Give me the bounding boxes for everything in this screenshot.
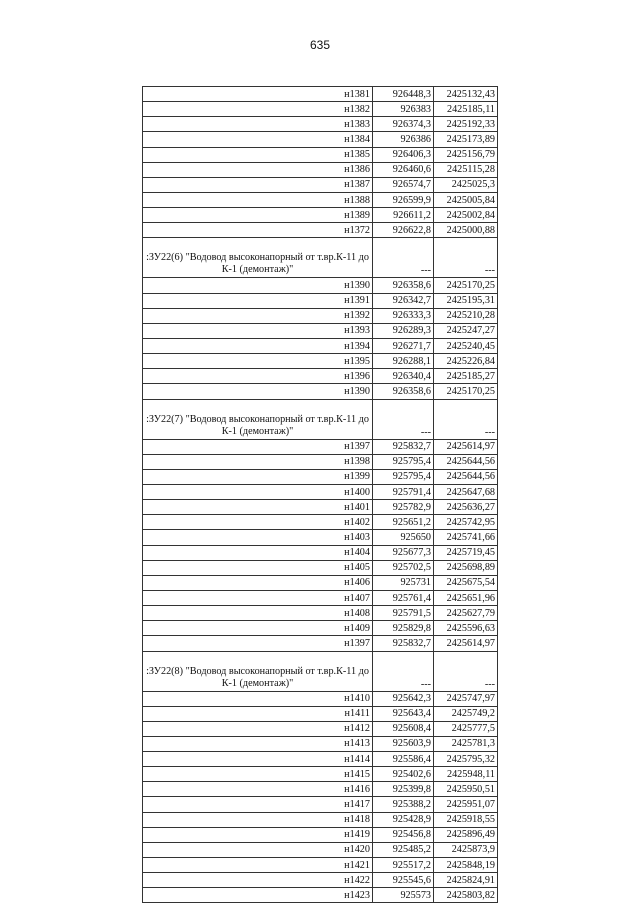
table-row [143, 545, 498, 560]
table-row [143, 102, 498, 117]
y-coordinate-cell: 2425156,79 [434, 147, 498, 162]
table-row [143, 177, 498, 192]
point-name-cell: н1415 [143, 767, 373, 782]
point-name-cell: н1389 [143, 208, 373, 223]
table-row [143, 736, 498, 751]
point-name-cell: н1385 [143, 147, 373, 162]
table-row [143, 858, 498, 873]
table-row [143, 147, 498, 162]
table-row [143, 162, 498, 177]
y-coordinate-cell: 2425651,96 [434, 590, 498, 605]
table-row [143, 767, 498, 782]
point-name-cell: н1372 [143, 223, 373, 238]
y-coordinate-cell: 2425747,97 [434, 691, 498, 706]
y-coordinate-cell: 2425848,19 [434, 858, 498, 873]
y-coordinate-cell: 2425614,97 [434, 636, 498, 651]
table-row [143, 873, 498, 888]
point-name-cell: н1408 [143, 606, 373, 621]
point-name-cell: н1419 [143, 827, 373, 842]
table-row [143, 469, 498, 484]
table-row [143, 338, 498, 353]
point-name-cell: н1405 [143, 560, 373, 575]
table-row [143, 208, 498, 223]
x-coordinate-cell: 926448,3 [373, 87, 434, 102]
y-coordinate-cell: 2425025,3 [434, 177, 498, 192]
x-coordinate-cell: 926358,6 [373, 278, 434, 293]
y-coordinate-cell: --- [434, 238, 498, 278]
table-row [143, 721, 498, 736]
x-coordinate-cell: 925832,7 [373, 636, 434, 651]
x-coordinate-cell: 926574,7 [373, 177, 434, 192]
y-coordinate-cell: 2425247,27 [434, 323, 498, 338]
point-name-cell: н1390 [143, 278, 373, 293]
y-coordinate-cell: 2425132,43 [434, 87, 498, 102]
y-coordinate-cell: 2425596,63 [434, 621, 498, 636]
x-coordinate-cell: 925517,2 [373, 858, 434, 873]
x-coordinate-cell: 925650 [373, 530, 434, 545]
y-coordinate-cell: 2425614,97 [434, 439, 498, 454]
point-name-cell: н1409 [143, 621, 373, 636]
y-coordinate-cell: 2425627,79 [434, 606, 498, 621]
x-coordinate-cell: 926622,8 [373, 223, 434, 238]
point-name-cell: н1394 [143, 338, 373, 353]
coordinates-table [142, 86, 498, 903]
y-coordinate-cell: 2425647,68 [434, 484, 498, 499]
point-name-cell: н1384 [143, 132, 373, 147]
y-coordinate-cell: 2425719,45 [434, 545, 498, 560]
y-coordinate-cell: --- [434, 651, 498, 691]
table-row [143, 439, 498, 454]
y-coordinate-cell: 2425195,31 [434, 293, 498, 308]
x-coordinate-cell: 926611,2 [373, 208, 434, 223]
point-name-cell: н1382 [143, 102, 373, 117]
point-name-cell: н1386 [143, 162, 373, 177]
point-name-cell: н1413 [143, 736, 373, 751]
x-coordinate-cell: 925761,4 [373, 590, 434, 605]
y-coordinate-cell: 2425115,28 [434, 162, 498, 177]
point-name-cell: н1401 [143, 500, 373, 515]
x-coordinate-cell: 925782,9 [373, 500, 434, 515]
table-row [143, 484, 498, 499]
y-coordinate-cell: 2425675,54 [434, 575, 498, 590]
y-coordinate-cell: 2425777,5 [434, 721, 498, 736]
table-row [143, 500, 498, 515]
table-row [143, 132, 498, 147]
table-row [143, 621, 498, 636]
section-header-row [143, 238, 498, 278]
x-coordinate-cell: 926374,3 [373, 117, 434, 132]
y-coordinate-cell: 2425918,55 [434, 812, 498, 827]
table-row [143, 827, 498, 842]
y-coordinate-cell: 2425950,51 [434, 782, 498, 797]
x-coordinate-cell: 925399,8 [373, 782, 434, 797]
y-coordinate-cell: 2425185,27 [434, 369, 498, 384]
table-row [143, 223, 498, 238]
point-name-cell: н1395 [143, 354, 373, 369]
point-name-cell: н1403 [143, 530, 373, 545]
section-title-cell: :ЗУ22(8) "Водовод высоконапорный от т.вр.К-11 до К-1 (демонтаж)" [143, 651, 373, 691]
table-row [143, 530, 498, 545]
x-coordinate-cell: 925651,2 [373, 515, 434, 530]
table-row [143, 842, 498, 857]
table-row [143, 117, 498, 132]
table-row [143, 515, 498, 530]
table-row [143, 812, 498, 827]
point-name-cell: н1420 [143, 842, 373, 857]
point-name-cell: н1397 [143, 439, 373, 454]
point-name-cell: н1391 [143, 293, 373, 308]
page-number: 635 [309, 38, 331, 52]
y-coordinate-cell: 2425226,84 [434, 354, 498, 369]
table-row [143, 384, 498, 399]
table-row [143, 575, 498, 590]
x-coordinate-cell: 926289,3 [373, 323, 434, 338]
point-name-cell: н1404 [143, 545, 373, 560]
y-coordinate-cell: 2425000,88 [434, 223, 498, 238]
x-coordinate-cell: 925608,4 [373, 721, 434, 736]
point-name-cell: н1400 [143, 484, 373, 499]
table-row [143, 192, 498, 207]
table-row [143, 560, 498, 575]
y-coordinate-cell: 2425824,91 [434, 873, 498, 888]
x-coordinate-cell: 926333,3 [373, 308, 434, 323]
x-coordinate-cell: 925677,3 [373, 545, 434, 560]
x-coordinate-cell: 925545,6 [373, 873, 434, 888]
y-coordinate-cell: 2425873,9 [434, 842, 498, 857]
point-name-cell: н1416 [143, 782, 373, 797]
x-coordinate-cell: 925586,4 [373, 752, 434, 767]
y-coordinate-cell: 2425240,45 [434, 338, 498, 353]
x-coordinate-cell: 925428,9 [373, 812, 434, 827]
x-coordinate-cell: 925402,6 [373, 767, 434, 782]
y-coordinate-cell: 2425173,89 [434, 132, 498, 147]
x-coordinate-cell: 925388,2 [373, 797, 434, 812]
x-coordinate-cell: 926460,6 [373, 162, 434, 177]
x-coordinate-cell: 925795,4 [373, 454, 434, 469]
x-coordinate-cell: 925603,9 [373, 736, 434, 751]
x-coordinate-cell: 925643,4 [373, 706, 434, 721]
x-coordinate-cell: 925485,2 [373, 842, 434, 857]
table-row [143, 293, 498, 308]
section-header-row [143, 399, 498, 439]
y-coordinate-cell: 2425698,89 [434, 560, 498, 575]
point-name-cell: н1397 [143, 636, 373, 651]
point-name-cell: н1402 [143, 515, 373, 530]
y-coordinate-cell: 2425795,32 [434, 752, 498, 767]
y-coordinate-cell: 2425951,07 [434, 797, 498, 812]
x-coordinate-cell: 925456,8 [373, 827, 434, 842]
y-coordinate-cell: 2425170,25 [434, 384, 498, 399]
table-row [143, 782, 498, 797]
y-coordinate-cell: 2425781,3 [434, 736, 498, 751]
x-coordinate-cell: 925795,4 [373, 469, 434, 484]
x-coordinate-cell: --- [373, 399, 434, 439]
y-coordinate-cell: 2425005,84 [434, 192, 498, 207]
y-coordinate-cell: 2425896,49 [434, 827, 498, 842]
y-coordinate-cell: 2425192,33 [434, 117, 498, 132]
table-row [143, 797, 498, 812]
point-name-cell: н1390 [143, 384, 373, 399]
x-coordinate-cell: 925829,8 [373, 621, 434, 636]
x-coordinate-cell: 925642,3 [373, 691, 434, 706]
x-coordinate-cell: 926271,7 [373, 338, 434, 353]
point-name-cell: н1423 [143, 888, 373, 903]
point-name-cell: н1407 [143, 590, 373, 605]
x-coordinate-cell: 925731 [373, 575, 434, 590]
point-name-cell: н1417 [143, 797, 373, 812]
point-name-cell: н1398 [143, 454, 373, 469]
point-name-cell: н1393 [143, 323, 373, 338]
x-coordinate-cell: 925573 [373, 888, 434, 903]
table-row [143, 308, 498, 323]
y-coordinate-cell: 2425803,82 [434, 888, 498, 903]
section-title-cell: :ЗУ22(7) "Водовод высоконапорный от т.вр.К-11 до К-1 (демонтаж)" [143, 399, 373, 439]
point-name-cell: н1414 [143, 752, 373, 767]
y-coordinate-cell: 2425644,56 [434, 469, 498, 484]
section-title-cell: :ЗУ22(6) "Водовод высоконапорный от т.вр.К-11 до К-1 (демонтаж)" [143, 238, 373, 278]
point-name-cell: н1381 [143, 87, 373, 102]
table-row [143, 369, 498, 384]
x-coordinate-cell: --- [373, 651, 434, 691]
x-coordinate-cell: 925791,5 [373, 606, 434, 621]
y-coordinate-cell: 2425948,11 [434, 767, 498, 782]
y-coordinate-cell: 2425002,84 [434, 208, 498, 223]
y-coordinate-cell: 2425749,2 [434, 706, 498, 721]
y-coordinate-cell: 2425741,66 [434, 530, 498, 545]
x-coordinate-cell: 925791,4 [373, 484, 434, 499]
table-row [143, 888, 498, 903]
point-name-cell: н1406 [143, 575, 373, 590]
x-coordinate-cell: 926386 [373, 132, 434, 147]
point-name-cell: н1396 [143, 369, 373, 384]
x-coordinate-cell: 925702,5 [373, 560, 434, 575]
table-row [143, 354, 498, 369]
x-coordinate-cell: 926599,9 [373, 192, 434, 207]
x-coordinate-cell: 926342,7 [373, 293, 434, 308]
point-name-cell: н1383 [143, 117, 373, 132]
table-row [143, 606, 498, 621]
table-row [143, 706, 498, 721]
x-coordinate-cell: 926383 [373, 102, 434, 117]
x-coordinate-cell: 926288,1 [373, 354, 434, 369]
y-coordinate-cell: 2425644,56 [434, 454, 498, 469]
y-coordinate-cell: 2425185,11 [434, 102, 498, 117]
table-row [143, 636, 498, 651]
table-row [143, 454, 498, 469]
x-coordinate-cell: 926406,3 [373, 147, 434, 162]
point-name-cell: н1388 [143, 192, 373, 207]
x-coordinate-cell: 925832,7 [373, 439, 434, 454]
point-name-cell: н1387 [143, 177, 373, 192]
y-coordinate-cell: 2425636,27 [434, 500, 498, 515]
y-coordinate-cell: 2425210,28 [434, 308, 498, 323]
y-coordinate-cell: 2425742,95 [434, 515, 498, 530]
x-coordinate-cell: 926358,6 [373, 384, 434, 399]
table-row [143, 590, 498, 605]
point-name-cell: н1418 [143, 812, 373, 827]
table-row [143, 752, 498, 767]
point-name-cell: н1421 [143, 858, 373, 873]
table-row [143, 323, 498, 338]
point-name-cell: н1392 [143, 308, 373, 323]
point-name-cell: н1410 [143, 691, 373, 706]
table-row [143, 87, 498, 102]
point-name-cell: н1412 [143, 721, 373, 736]
section-header-row [143, 651, 498, 691]
y-coordinate-cell: 2425170,25 [434, 278, 498, 293]
x-coordinate-cell: 926340,4 [373, 369, 434, 384]
point-name-cell: н1411 [143, 706, 373, 721]
point-name-cell: н1399 [143, 469, 373, 484]
point-name-cell: н1422 [143, 873, 373, 888]
y-coordinate-cell: --- [434, 399, 498, 439]
table-row [143, 691, 498, 706]
table-row [143, 278, 498, 293]
x-coordinate-cell: --- [373, 238, 434, 278]
